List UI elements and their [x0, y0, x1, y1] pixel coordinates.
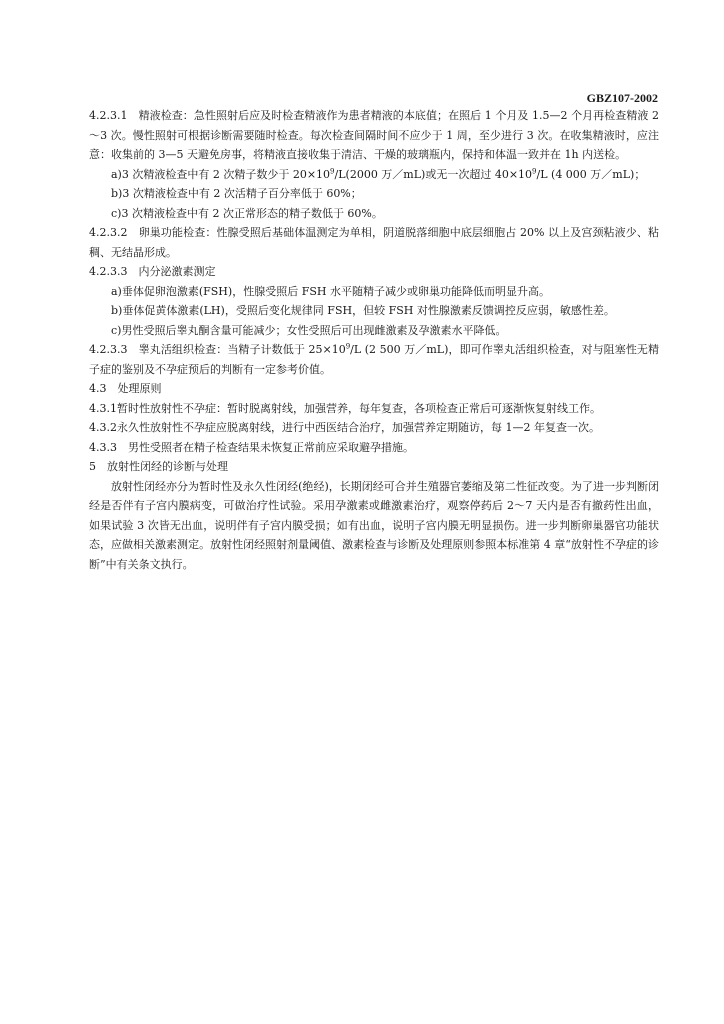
paragraph-s4233a: a)垂体促卵泡激素(FSH)，性腺受照后 FSH 水平随精子减少或卵巢功能降低而明显升高。: [111, 284, 550, 298]
paragraph-s4231a: a)3 次精液检查中有 2 次精子数少于 $20\times 10^9/L(2000$ 万／mL)或无一次超过 $40\times 10^9/L$ (4 000 万／mL)；: [111, 166, 646, 181]
paragraph-s5p: 放射性闭经亦分为暂时性及永久性闭经(绝经)，长期闭经可合并生殖器官萎缩及第二性征改变。为了进一步判断闭经是否伴有子宫内膜病变，可做治疗性试验。采用孕激素或雌激素治疗，观察停药后 2～7 天内是否有撤药性出血，如果试验 3 次皆无出血，说明伴有子宫内膜受损；如有出血，说明子宫内膜无明显损伤。进一步判断卵巢器官功能状态，应做相关激素测定。放射性闭经照射剂量阈值、激素检查与诊断及处理原则参照本标准第 4 章“放射性不孕症的诊断”中有关条文执行。: [89, 479, 659, 571]
paragraph-s4231c: c)3 次精液检查中有 2 次正常形态的精子数低于 60%。: [111, 206, 383, 220]
paragraph-s431: 4.3.1暂时性放射性不孕症：暂时脱离射线，加强营养，每年复查，各项检查正常后可逐渐恢复射线工作。: [89, 401, 601, 415]
paragraph-s4233x: 4.2.3.3 睾丸活组织检查：当精子计数低于 $25\times 10^9/L$ (2 500 万／mL)，即可作睾丸活组织检查，对与阻塞性无精子症的鉴别及不孕症预后的判断有一定参考价值。: [89, 342, 659, 376]
paragraph-s4233b: b)垂体促黄体激素(LH)，受照后变化规律同 FSH，但较 FSH 对性腺激素反馈调控反应弱，敏感性差。: [111, 304, 615, 317]
paragraph-s4231: 4.2.3.1 精液检查：急性照射后应及时检查精液作为患者精液的本底值；在照后 1 个月及 1.5—2 个月再检查精液 2～3 次。慢性照射可根据诊断需要随时检查。每次检查间隔时间不应少于 1 周，至少进行 3 次。在收集精液时，应注意：收集前的 3—5 天避免房事，将精液直接收集于清洁、干燥的玻璃瓶内，保持和体温一致并在 1h 内送检。: [89, 109, 659, 161]
paragraph-list: [89, 106, 659, 574]
paragraph-s433: 4.3.3 男性受照者在精子检查结果未恢复正常前应采取避孕措施。: [89, 440, 414, 454]
paragraph-s4232: 4.2.3.2 卵巢功能检查：性腺受照后基础体温测定为单相，阴道脱落细胞中底层细胞占 20% 以上及宫颈粘液少、粘稠、无结晶形成。: [89, 226, 659, 259]
paragraph-s5: 5 放射性闭经的诊断与处理: [89, 460, 228, 473]
paragraph-s4233: 4.2.3.3 内分泌激素测定: [89, 265, 216, 278]
paragraph-s43: 4.3 处理原则: [89, 382, 162, 395]
paragraph-s4233c: c)男性受照后睾丸酮含量可能减少；女性受照后可出现雌激素及孕激素水平降低。: [111, 323, 507, 337]
document-code: GBZ107-2002: [586, 91, 658, 105]
document-body: [89, 106, 659, 574]
paragraph-s432: 4.3.2永久性放射性不孕症应脱离射线，进行中西医结合治疗，加强营养定期随访，每 1—2 年复查一次。: [89, 421, 600, 434]
paragraph-s4231b: b)3 次精液检查中有 2 次活精子百分率低于 60%；: [111, 187, 362, 200]
